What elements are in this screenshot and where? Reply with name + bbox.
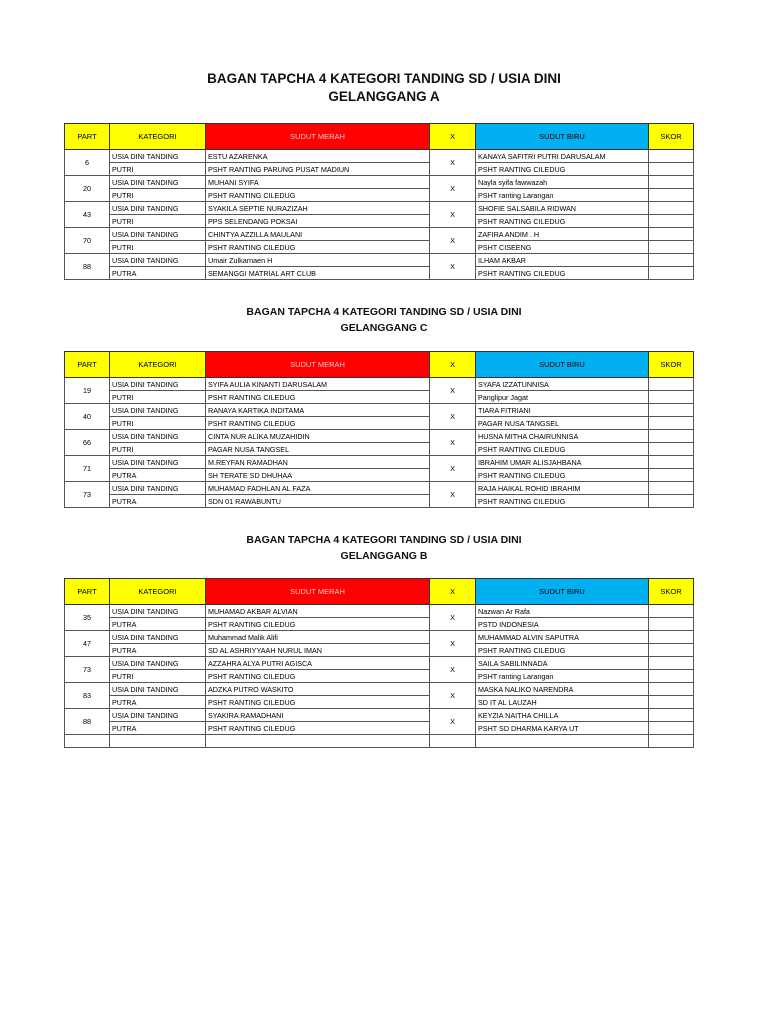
match-row-top (65, 605, 694, 618)
header-sudut-biru: SUDUT BIRU (476, 579, 649, 605)
kategori-cell: USIA DINI TANDING (110, 378, 206, 391)
kategori-cell: USIA DINI TANDING (110, 631, 206, 644)
skor-cell[interactable] (649, 267, 694, 280)
sudut-merah-club: PAGAR NUSA TANGSEL (206, 443, 430, 456)
part-number: 73 (65, 657, 110, 683)
sudut-merah-club: PSHT RANTING CILEDUG (206, 670, 430, 683)
header-part: PART (65, 579, 110, 605)
section-title: BAGAN TAPCHA 4 KATEGORI TANDING SD / USIA DINI (246, 534, 522, 546)
sudut-biru-club: PSHT RANTING CILEDUG (476, 443, 649, 456)
kategori-gender: PUTRI (110, 443, 206, 456)
kategori-cell: USIA DINI TANDING (110, 605, 206, 618)
match-row-top (65, 202, 694, 215)
match-row-top (65, 228, 694, 241)
sudut-biru-name: MASKA NALIKO NARENDRA (476, 683, 649, 696)
match-row-top (65, 657, 694, 670)
sudut-merah-name: SYAKIRA RAMADHANI (206, 709, 430, 722)
match-row-top (65, 254, 694, 267)
kategori-cell: USIA DINI TANDING (110, 228, 206, 241)
versus-mark: X (430, 631, 476, 657)
sudut-biru-name: RAJA HAIKAL ROHID IBRAHIM (476, 482, 649, 495)
kategori-gender: PUTRA (110, 618, 206, 631)
skor-cell[interactable] (649, 391, 694, 404)
skor-cell[interactable] (649, 241, 694, 254)
skor-cell[interactable] (649, 443, 694, 456)
sudut-merah-name: MUHAMAD FADHLAN AL FAZA (206, 482, 430, 495)
part-number: 66 (65, 430, 110, 456)
sudut-merah-club: PSHT RANTING CILEDUG (206, 189, 430, 202)
skor-cell[interactable] (649, 696, 694, 709)
sudut-merah-club: SDN 01 RAWABUNTU (206, 495, 430, 508)
kategori-cell: USIA DINI TANDING (110, 430, 206, 443)
header-skor: SKOR (649, 124, 694, 150)
bracket-table-gelanggang-c (64, 351, 694, 508)
kategori-gender: PUTRA (110, 722, 206, 735)
kategori-cell: USIA DINI TANDING (110, 709, 206, 722)
kategori-gender: PUTRI (110, 215, 206, 228)
part-number: 19 (65, 378, 110, 404)
sudut-biru-club: PSHT ranting Larangan (476, 670, 649, 683)
part-number: 73 (65, 482, 110, 508)
header-row (65, 579, 694, 605)
section-subtitle: GELANGGANG C (340, 322, 428, 334)
skor-cell[interactable] (649, 644, 694, 657)
skor-cell[interactable] (649, 417, 694, 430)
skor-cell[interactable] (649, 709, 694, 722)
match-row-top (65, 404, 694, 417)
sudut-merah-club: PSHT RANTING CILEDUG (206, 696, 430, 709)
section-subtitle: GELANGGANG A (328, 89, 440, 104)
sudut-merah-name: Muhammad Malik Alifi (206, 631, 430, 644)
header-row (65, 352, 694, 378)
sudut-biru-name: TIARA FITRIANI (476, 404, 649, 417)
sudut-merah-club: SH TERATE SD DHUHAA (206, 469, 430, 482)
header-part: PART (65, 124, 110, 150)
sudut-merah-name: Umair Zulkarnaen H (206, 254, 430, 267)
part-number: 71 (65, 456, 110, 482)
header-sudut-merah: SUDUT MERAH (206, 579, 430, 605)
section-gelanggang-b (0, 532, 768, 564)
header-sudut-merah: SUDUT MERAH (206, 352, 430, 378)
versus-mark: X (430, 430, 476, 456)
sudut-merah-club: PSHT RANTING CILEDUG (206, 241, 430, 254)
sudut-merah-name: MUHANI SYIFA (206, 176, 430, 189)
versus-mark: X (430, 683, 476, 709)
match-row-top (65, 709, 694, 722)
kategori-cell: USIA DINI TANDING (110, 456, 206, 469)
sudut-biru-name: SHOFIE SALSABILA RIDWAN (476, 202, 649, 215)
match-row-top (65, 150, 694, 163)
kategori-gender: PUTRA (110, 267, 206, 280)
header-x: X (430, 352, 476, 378)
versus-mark: X (430, 202, 476, 228)
versus-mark: X (430, 482, 476, 508)
sudut-biru-name: ILHAM AKBAR (476, 254, 649, 267)
match-row-top (65, 456, 694, 469)
sudut-merah-name: ESTU AZARENKA (206, 150, 430, 163)
sudut-merah-club: SD AL ASHRIYYAAH NURUL IMAN (206, 644, 430, 657)
kategori-gender: PUTRI (110, 391, 206, 404)
kategori-cell: USIA DINI TANDING (110, 657, 206, 670)
section-title: BAGAN TAPCHA 4 KATEGORI TANDING SD / USIA DINI (207, 71, 561, 86)
sudut-merah-name: SYIFA AULIA KINANTI DARUSALAM (206, 378, 430, 391)
sudut-biru-club: PSHT RANTING CILEDUG (476, 215, 649, 228)
skor-cell[interactable] (649, 618, 694, 631)
skor-cell[interactable] (649, 722, 694, 735)
sudut-biru-name: SAILA SABILINNADA (476, 657, 649, 670)
match-row-top (65, 430, 694, 443)
sudut-merah-name: MUHAMAD AKBAR ALVIAN (206, 605, 430, 618)
sudut-merah-name: ADZKA PUTRO WASKITO (206, 683, 430, 696)
kategori-gender: PUTRA (110, 644, 206, 657)
sudut-merah-name: CHINTYA AZZILLA MAULANI (206, 228, 430, 241)
match-row-bottom (65, 618, 694, 631)
skor-cell[interactable] (649, 495, 694, 508)
part-number: 6 (65, 150, 110, 176)
versus-mark: X (430, 176, 476, 202)
versus-mark: X (430, 404, 476, 430)
empty-cell (65, 735, 110, 748)
sudut-biru-name: MUHAMMAD ALVIN SAPUTRA (476, 631, 649, 644)
sudut-merah-name: AZZAHRA ALYA PUTRI AGISCA (206, 657, 430, 670)
sudut-merah-club: PSHT RANTING CILEDUG (206, 417, 430, 430)
skor-cell[interactable] (649, 202, 694, 215)
section-gelanggang-a (0, 70, 768, 106)
versus-mark: X (430, 150, 476, 176)
versus-mark: X (430, 378, 476, 404)
skor-cell[interactable] (649, 683, 694, 696)
match-row-bottom (65, 644, 694, 657)
sudut-biru-club: PSHT RANTING CILEDUG (476, 644, 649, 657)
skor-cell[interactable] (649, 631, 694, 644)
header-kategori: KATEGORI (110, 124, 206, 150)
part-number: 47 (65, 631, 110, 657)
sudut-biru-club: Panglipur Jagat (476, 391, 649, 404)
skor-cell[interactable] (649, 469, 694, 482)
sudut-biru-name: KEYZIA NAITHA CHILLA (476, 709, 649, 722)
match-row-bottom (65, 189, 694, 202)
part-number: 35 (65, 605, 110, 631)
match-row-bottom (65, 443, 694, 456)
part-number: 88 (65, 254, 110, 280)
skor-cell[interactable] (649, 163, 694, 176)
match-row-bottom (65, 241, 694, 254)
sudut-merah-club: PSHT RANTING PARUNG PUSAT MADIUN (206, 163, 430, 176)
versus-mark: X (430, 254, 476, 280)
versus-mark: X (430, 605, 476, 631)
match-row-bottom (65, 469, 694, 482)
match-row-bottom (65, 215, 694, 228)
sudut-merah-club: PPS SELENDANG POKSAI (206, 215, 430, 228)
sudut-biru-club: PSHT RANTING CILEDUG (476, 469, 649, 482)
sudut-merah-club: PSHT RANTING CILEDUG (206, 722, 430, 735)
empty-cell (206, 735, 430, 748)
match-row-bottom (65, 267, 694, 280)
match-row-bottom (65, 391, 694, 404)
header-sudut-biru: SUDUT BIRU (476, 352, 649, 378)
match-row-top (65, 482, 694, 495)
empty-row (65, 735, 694, 748)
sudut-merah-name: SYAKILA SEPTIE NURAZIZAH (206, 202, 430, 215)
header-skor: SKOR (649, 352, 694, 378)
sudut-biru-name: Nazwan Ar Rafa (476, 605, 649, 618)
skor-cell[interactable] (649, 189, 694, 202)
kategori-gender: PUTRA (110, 495, 206, 508)
kategori-cell: USIA DINI TANDING (110, 176, 206, 189)
bracket-table-gelanggang-a (64, 123, 694, 280)
skor-cell[interactable] (649, 482, 694, 495)
empty-cell (110, 735, 206, 748)
sudut-biru-name: Nayla syifa fawwazah (476, 176, 649, 189)
skor-cell[interactable] (649, 670, 694, 683)
skor-cell[interactable] (649, 378, 694, 391)
kategori-gender: PUTRI (110, 670, 206, 683)
empty-cell (649, 735, 694, 748)
sudut-biru-club: PAGAR NUSA TANGSEL (476, 417, 649, 430)
sudut-biru-club: PSHT RANTING CILEDUG (476, 495, 649, 508)
skor-cell[interactable] (649, 404, 694, 417)
kategori-gender: PUTRA (110, 469, 206, 482)
skor-cell[interactable] (649, 228, 694, 241)
sudut-merah-name: M.REYFAN RAMADHAN (206, 456, 430, 469)
skor-cell[interactable] (649, 456, 694, 469)
match-row-bottom (65, 495, 694, 508)
versus-mark: X (430, 709, 476, 735)
sudut-merah-name: RANAYA KARTIKA INDITAMA (206, 404, 430, 417)
match-row-bottom (65, 696, 694, 709)
match-row-bottom (65, 163, 694, 176)
sudut-biru-club: PSHT SD DHARMA KARYA UT (476, 722, 649, 735)
sudut-biru-name: KANAYA SAFITRI PUTRI DARUSALAM (476, 150, 649, 163)
header-part: PART (65, 352, 110, 378)
header-row (65, 124, 694, 150)
kategori-gender: PUTRI (110, 163, 206, 176)
bracket-table-gelanggang-b (64, 578, 694, 748)
match-row-top (65, 683, 694, 696)
header-kategori: KATEGORI (110, 579, 206, 605)
versus-mark: X (430, 456, 476, 482)
sudut-biru-name: HUSNA MITHA CHAIRUNNISA (476, 430, 649, 443)
match-row-top (65, 378, 694, 391)
sudut-biru-club: PSHT ranting Larangan (476, 189, 649, 202)
sudut-biru-name: IBRAHIM UMAR ALISJAHBANA (476, 456, 649, 469)
sudut-merah-club: PSHT RANTING CILEDUG (206, 618, 430, 631)
kategori-cell: USIA DINI TANDING (110, 150, 206, 163)
sudut-biru-club: PSHT CISEENG (476, 241, 649, 254)
kategori-cell: USIA DINI TANDING (110, 202, 206, 215)
section-gelanggang-c (0, 304, 768, 336)
sudut-merah-club: PSHT RANTING CILEDUG (206, 391, 430, 404)
match-row-bottom (65, 417, 694, 430)
skor-cell[interactable] (649, 430, 694, 443)
empty-cell (430, 735, 476, 748)
part-number: 88 (65, 709, 110, 735)
sudut-biru-name: SYAFA IZZATUNNISA (476, 378, 649, 391)
sudut-biru-club: PSTD INDONESIA (476, 618, 649, 631)
skor-cell[interactable] (649, 215, 694, 228)
kategori-gender: PUTRI (110, 241, 206, 254)
kategori-gender: PUTRI (110, 189, 206, 202)
kategori-cell: USIA DINI TANDING (110, 254, 206, 267)
match-row-bottom (65, 670, 694, 683)
kategori-cell: USIA DINI TANDING (110, 683, 206, 696)
header-sudut-biru: SUDUT BIRU (476, 124, 649, 150)
empty-cell (476, 735, 649, 748)
sudut-biru-name: ZAFIRA ANDIM . H (476, 228, 649, 241)
part-number: 83 (65, 683, 110, 709)
skor-cell[interactable] (649, 176, 694, 189)
sudut-biru-club: PSHT RANTING CILEDUG (476, 267, 649, 280)
section-subtitle: GELANGGANG B (340, 550, 428, 562)
sudut-merah-name: CINTA NUR ALIKA MUZAHIDIN (206, 430, 430, 443)
skor-cell[interactable] (649, 150, 694, 163)
match-row-top (65, 176, 694, 189)
versus-mark: X (430, 657, 476, 683)
header-x: X (430, 579, 476, 605)
skor-cell[interactable] (649, 657, 694, 670)
kategori-cell: USIA DINI TANDING (110, 404, 206, 417)
kategori-gender: PUTRI (110, 417, 206, 430)
versus-mark: X (430, 228, 476, 254)
sudut-biru-club: SD IT AL LAUZAH (476, 696, 649, 709)
header-sudut-merah: SUDUT MERAH (206, 124, 430, 150)
part-number: 40 (65, 404, 110, 430)
kategori-gender: PUTRA (110, 696, 206, 709)
part-number: 43 (65, 202, 110, 228)
kategori-cell: USIA DINI TANDING (110, 482, 206, 495)
part-number: 20 (65, 176, 110, 202)
sudut-merah-club: SEMANGGI MATRIAL ART CLUB (206, 267, 430, 280)
match-row-bottom (65, 722, 694, 735)
sudut-biru-club: PSHT RANTING CILEDUG (476, 163, 649, 176)
skor-cell[interactable] (649, 605, 694, 618)
skor-cell[interactable] (649, 254, 694, 267)
section-title: BAGAN TAPCHA 4 KATEGORI TANDING SD / USIA DINI (246, 306, 522, 318)
header-kategori: KATEGORI (110, 352, 206, 378)
part-number: 70 (65, 228, 110, 254)
header-x: X (430, 124, 476, 150)
header-skor: SKOR (649, 579, 694, 605)
match-row-top (65, 631, 694, 644)
